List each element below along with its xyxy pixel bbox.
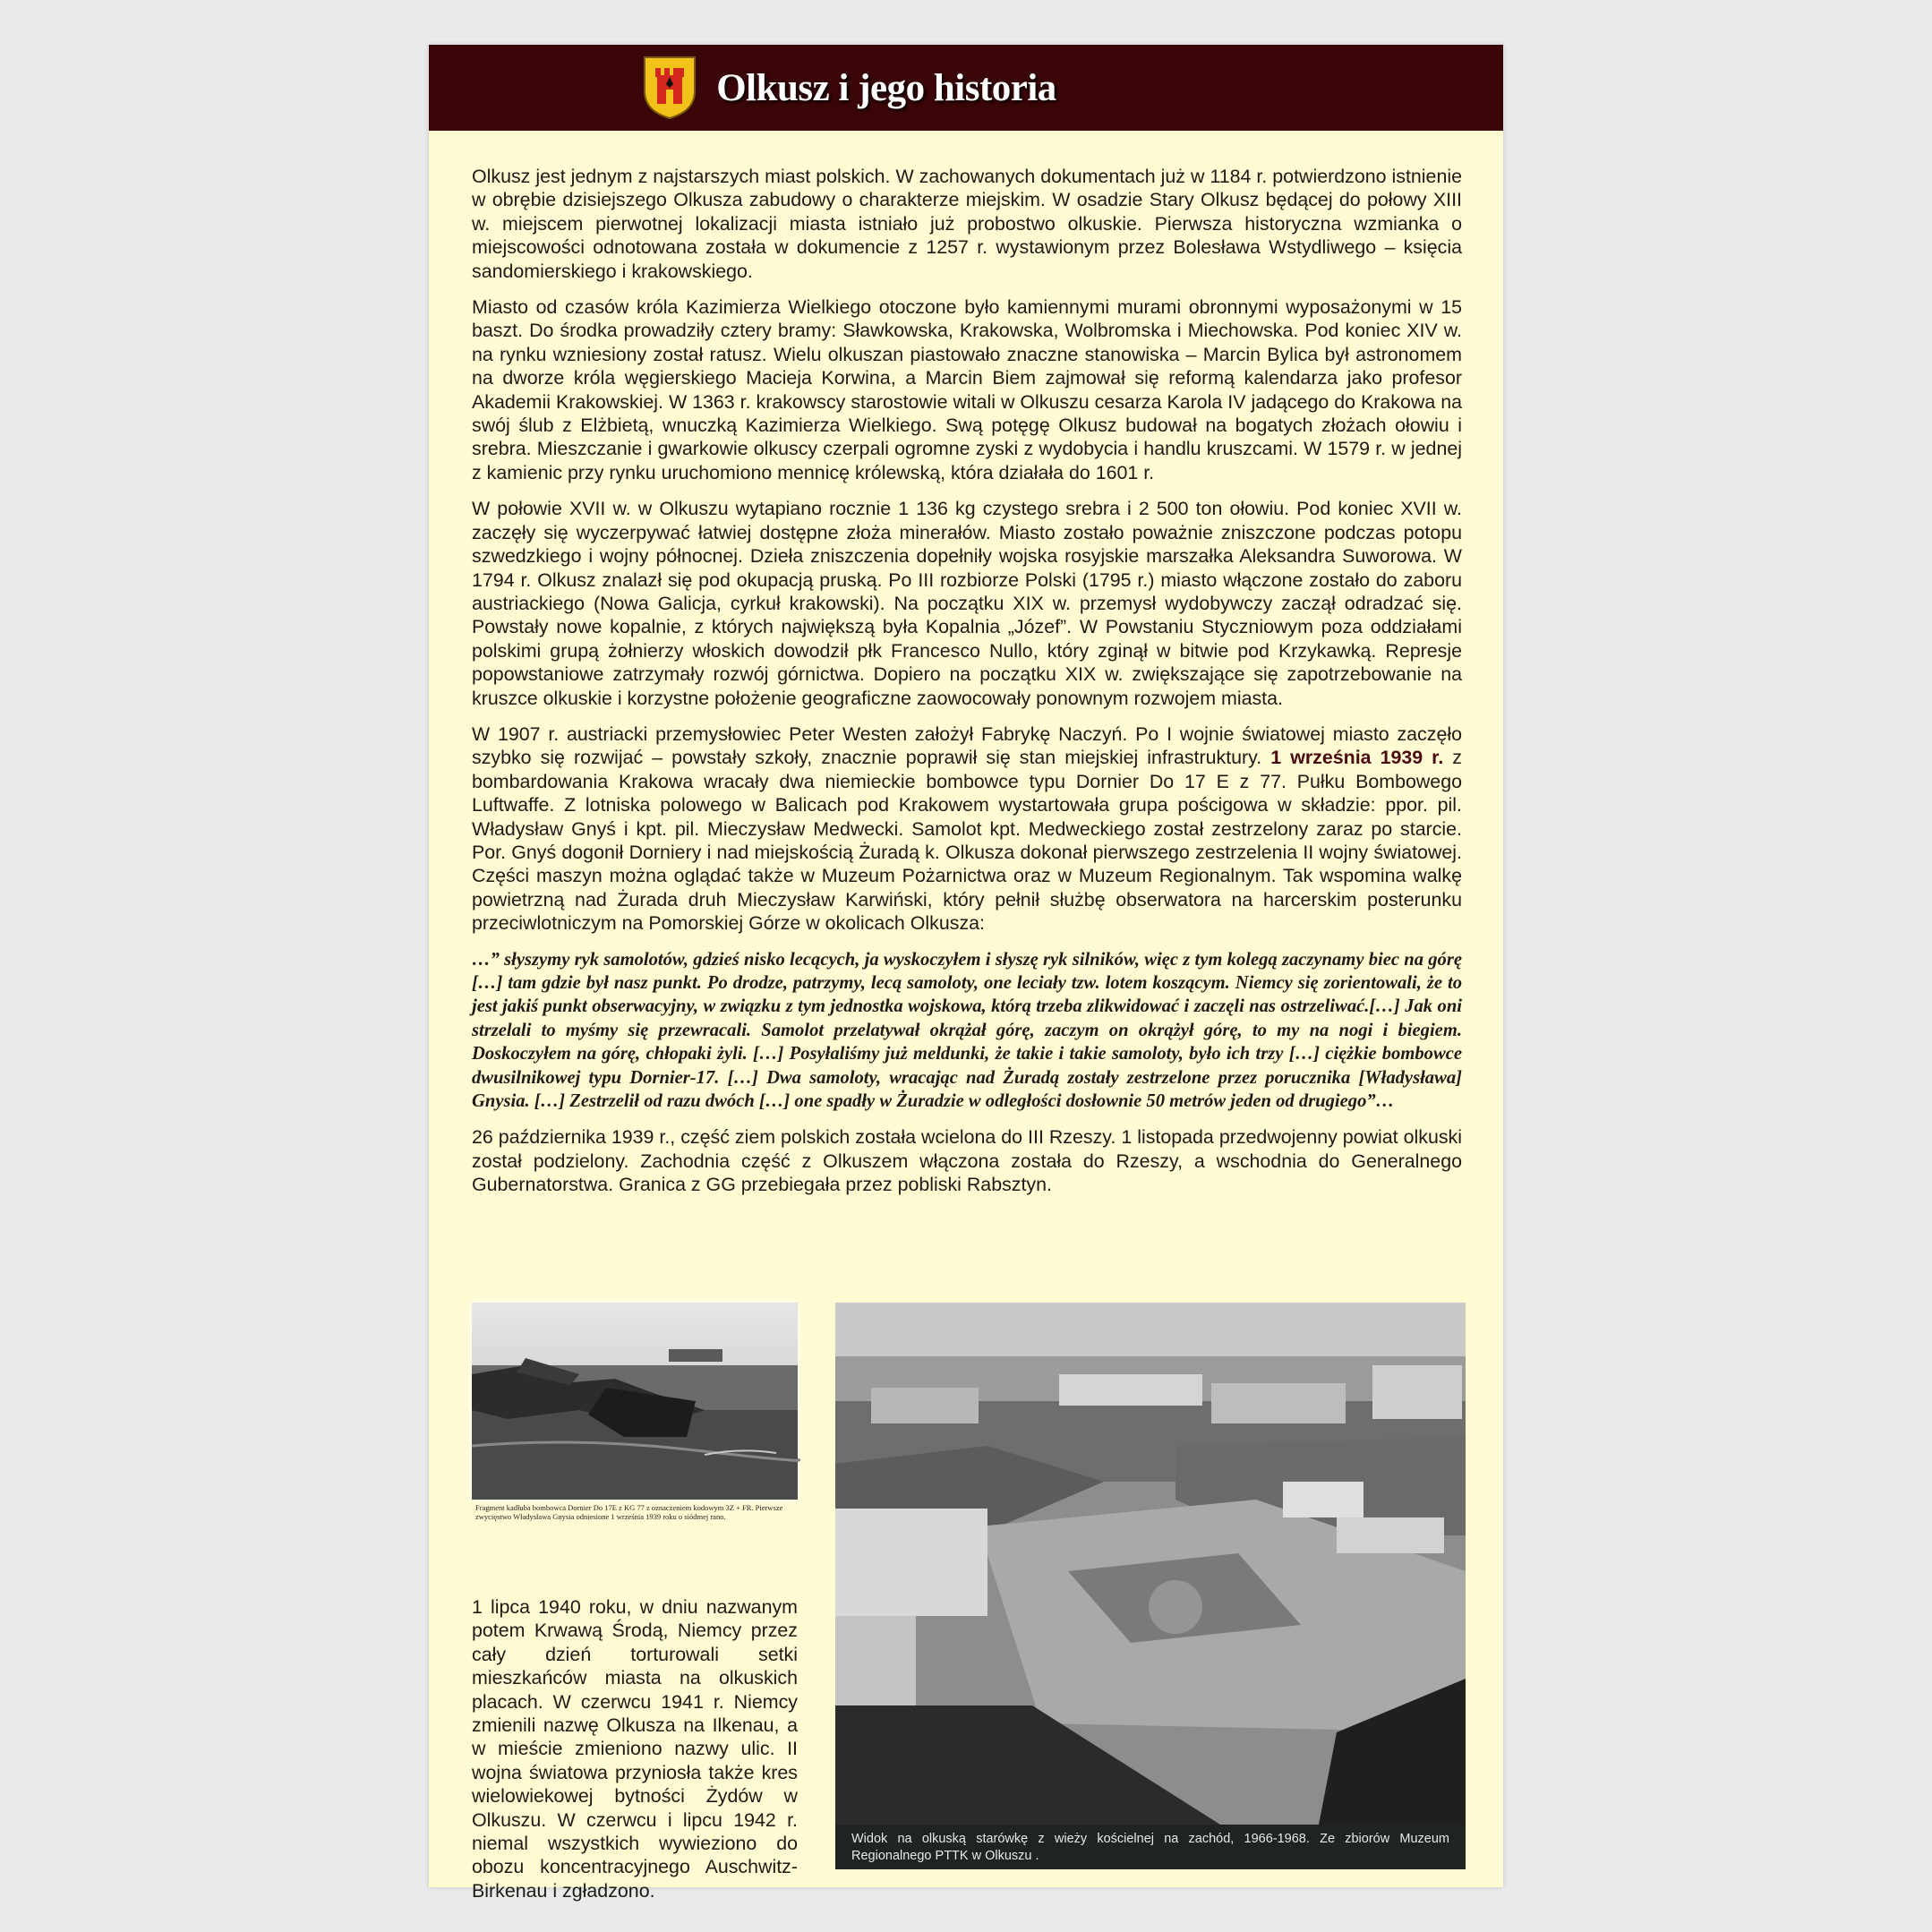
paragraph-ww2-text-b: z bombardowania Krakowa wracały dwa niemieckie bombowce typu Dornier Do 17 E z 77. Pułku Bombowego Luftwaffe. Z lotniska polowego w Balicach pod Krakowem wystartowała grupa pościgowa w składzie: ppor. pil. Władysław Gnyś i kpt. pil. Mieczysław Medwecki. Samolot kpt. Medweckiego został zestrzelony zaraz po starcie. Por. Gnyś dogonił Dorniery i nad miejskością Żuradą k. Olkusza dokonał pierwszego zestrzelenia II wojny światowej. Części maszyn można oglądać także w Muzeum Pożarnictwa oraz w Muzeum Regionalnym. Tak wspomina walkę powietrzną nad Żurada druh Mieczysław Karwiński, który pełnił służbę obserwatora na harcerskim posterunku przeciwlotniczym na Pomorskiej Górze w okolicach Olkusza: [472, 747, 1463, 935]
paragraph-early-history: Olkusz jest jednym z najstarszych miast polskich. W zachowanych dokumentach już w 1184 r. potwierdzono istnienie w obrębie dzisiejszego Olkusza zabudowy o charakterze miejskim. W osadzie Stary Olkusz będącej do połowy XIII w. miejscem pierwotnej lokalizacji miasta istniało już probostwo olkuskie. Pierwsza historyczna wzmianka o miejscowości odnotowana została w dokumencie z 1257 r. wystawionym przez Bolesława Wstydliwego – księcia sandomierskiego i krakowskiego. [472, 166, 1462, 282]
page-title: Olkusz i jego historia [716, 66, 1056, 109]
wreck-photo-image [472, 1303, 798, 1500]
history-panel [429, 45, 1503, 1902]
dornier-wreck-photo [472, 1303, 798, 1521]
paragraph-krwawa-sroda: 1 lipca 1940 roku, w dniu nazwanym potem Krwawą Środą, Niemcy przez cały dzień torturowali setki mieszkańców miasta na olkuskich placach. W czerwcu 1941 r. Niemcy zmienili nazwę Olkusza na Ilkenau, a w mieście zmieniono nazwy ulic. II wojna światowa przyniosła także kres wielowiekowej bytności Żydów w Olkuszu. W czerwcu i lipcu 1942 r. niemal wszystkich wywieziono do obozu koncentracyjnego Auschwitz-Birkenau i zgładzono. [472, 1596, 798, 1902]
old-town-aerial-photo [835, 1303, 1466, 1869]
aerial-photo-caption: Widok na olkuską starówkę z wieży kościelnej na zachód, 1966-1968. Ze zbiorów Muzeum Regionalnego PTTK w Olkuszu . [835, 1825, 1466, 1869]
paragraph-ww2-text-a: W 1907 r. austriacki przemysłowiec Peter Westen założył Fabrykę Naczyń. Po I wojnie światowej miasto zaczęło szybko się rozwijać – powstały szkoły, znacznie poprawił się stan miejskiej infrastruktury. [472, 722, 1462, 769]
paragraph-medieval: Miasto od czasów króla Kazimierza Wielkiego otoczone było kamiennymi murami obronnymi wyposażonymi w 15 baszt. Do środka prowadziły cztery bramy: Sławkowska, Krakowska, Wolbromska i Miechowska. Pod koniec XIV w. na rynku wzniesiony został ratusz. Wielu olkuszan piastowało znaczne stanowiska – Marcin Bylica był astronomem na dworze króla węgierskiego Macieja Korwina, a Marcin Biem zajmował się reformą kalendarza jako profesor Akademii Krakowskiej. W 1363 r. krakowscy starostowie witali w Olkuszu cesarza Karola IV jadącego do Krakowa na swój ślub z Elżbietą, wnuczką Kazimierza Wielkiego. Swą potęgę Olkusz budował na bogatych złożach ołowiu i srebra. Mieszczanie i gwarkowie olkuscy czerpali ogromne zyski z wydobycia i handlu kruszcami. W 1579 r. w jednej z kamienic przy rynku uruchomiono mennicę królewską, która działała do 1601 r. [472, 296, 1462, 483]
aerial-photo-image [835, 1303, 1466, 1825]
olkusz-coat-of-arms-icon [643, 56, 697, 120]
paragraph-ww2-start [472, 722, 1462, 936]
article-body [472, 165, 1462, 1210]
wreck-photo-caption: Fragment kadłuba bombowca Dornier Do 17E z KG 77 z oznaczeniem kodowym 3Z + FR. Pierwsze zwycięstwo Władysława Gnysia odniesione 1 września 1939 roku o siódmej rano. [475, 1503, 783, 1521]
date-highlight: 1 września 1939 r. [1270, 747, 1444, 769]
header-bar [429, 45, 1503, 131]
paragraph-17-19-century: W połowie XVII w. w Olkuszu wytapiano rocznie 1 136 kg czystego srebra i 2 500 ton ołowiu. Pod koniec XVII w. zaczęły się wyczerpywać łatwiej dostępne złoża minerałów. Miasto zostało poważnie zniszczone podczas potopu szwedzkiego i wojny północnej. Dzieła zniszczenia dopełniły wojska rosyjskie marszałka Aleksandra Suworowa. W 1794 r. Olkusz znalazł się pod okupacją pruską. Po III rozbiorze Polski (1795 r.) miasto włączone zostało do zaboru austriackiego (Nowa Galicja, cyrkuł krakowski). Na początku XIX w. przemysł wydobywczy zaczął odradzać się. Powstały nowe kopalnie, z których największą była Kopalnia „Józef”. W Powstaniu Styczniowym poza oddziałami polskimi grupą żołnierzy włoskich dowodził płk Francesco Nullo, który zginął w bitwie pod Krzykawką. Represje popowstaniowe zatrzymały rozwój górnictwa. Dopiero na początku XIX w. zwiększające się zapotrzebowanie na kruszce olkuskie i korzystne położenie geograficzne zaowocowały ponownym rozwojem miasta. [472, 498, 1462, 709]
paragraph-occupation: 26 października 1939 r., część ziem polskich została wcielona do III Rzeszy. 1 listopada przedwojenny powiat olkuski został podzielony. Zachodnia część z Olkuszem włączona została do Rzeszy, a wschodnia do Generalnego Gubernatorstwa. Granica z GG przebiegała przez pobliski Rabsztyn. [472, 1126, 1462, 1196]
witness-quote: …” słyszymy ryk samolotów, gdzieś nisko lecących, ja wyskoczyłem i słyszę ryk silników, więc z tym kolegą zaczynamy biec na górę […] tam gdzie był nasz punkt. Po drodze, patrzymy, lecą samoloty, one leciały tzw. lotem koszącym. Niemcy się zorientowali, że to jest jakiś punkt obserwacyjny, w związku z tym jednostka wojskowa, którą trzeba zlikwidować i zaczęli nas ostrzeliwać.[…] Jak oni strzelali to myśmy się przewracali. Samolot przelatywał okrążał górę, zaczym on okrążył górę, to my na nogi i biegiem. Doskoczyłem na górę, chłopaki żyli. […] Posyłaliśmy już meldunki, że takie i takie samoloty, było ich trzy […] ciężkie bombowce dwusilnikowej typu Dornier-17. […] Dwa samoloty, wracając nad Żuradą zostały zestrzelone przez porucznika [Władysława] Gnysia. […] Zestrzelił od razu dwóch […] one spadły w Żuradzie w odległości dosłownie 50 metrów jeden od drugiego”… [472, 949, 1462, 1112]
